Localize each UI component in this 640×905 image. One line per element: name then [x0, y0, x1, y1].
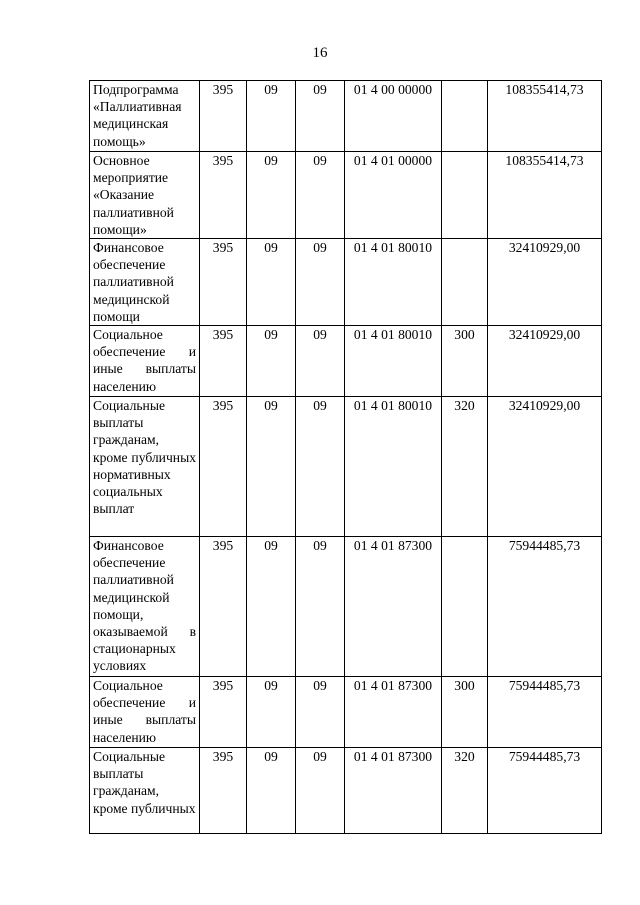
cell-target-item: 01 4 01 87300: [345, 677, 442, 748]
cell-amount: 32410929,00: [488, 239, 602, 326]
cell-amount: 108355414,73: [488, 81, 602, 152]
cell-name: Финансовое обеспечение паллиативной медицинской помощи, оказываемой в стационарных условиях: [90, 537, 200, 677]
table-row: [90, 81, 602, 152]
table-row: [90, 326, 602, 397]
cell-amount: 32410929,00: [488, 326, 602, 397]
cell-target-item: 01 4 01 87300: [345, 537, 442, 677]
cell-target-item: 01 4 01 87300: [345, 748, 442, 834]
cell-subsection: 09: [296, 677, 345, 748]
cell-admin-code: 395: [200, 239, 247, 326]
cell-admin-code: 395: [200, 677, 247, 748]
cell-section: 09: [247, 326, 296, 397]
cell-target-item: 01 4 01 80010: [345, 326, 442, 397]
cell-amount: 75944485,73: [488, 677, 602, 748]
table-row: [90, 239, 602, 326]
table-row: [90, 677, 602, 748]
cell-admin-code: 395: [200, 537, 247, 677]
cell-expense-type: [442, 239, 488, 326]
cell-name: Финансовое обеспечение паллиативной медицинской помощи: [90, 239, 200, 326]
cell-target-item: 01 4 01 80010: [345, 397, 442, 537]
cell-subsection: 09: [296, 326, 345, 397]
cell-section: 09: [247, 81, 296, 152]
page-number: 16: [312, 45, 328, 61]
cell-admin-code: 395: [200, 397, 247, 537]
cell-name: Социальные выплаты гражданам, кроме публичных: [90, 748, 200, 834]
cell-admin-code: 395: [200, 152, 247, 239]
cell-subsection: 09: [296, 239, 345, 326]
cell-expense-type: 300: [442, 326, 488, 397]
cell-target-item: 01 4 00 00000: [345, 81, 442, 152]
cell-subsection: 09: [296, 152, 345, 239]
cell-name: Социальное обеспечение и иные выплаты населению: [90, 677, 200, 748]
table-row: [90, 152, 602, 239]
cell-expense-type: [442, 152, 488, 239]
cell-expense-type: 320: [442, 748, 488, 834]
cell-section: 09: [247, 397, 296, 537]
cell-expense-type: 300: [442, 677, 488, 748]
cell-admin-code: 395: [200, 748, 247, 834]
cell-expense-type: [442, 537, 488, 677]
cell-section: 09: [247, 152, 296, 239]
cell-subsection: 09: [296, 748, 345, 834]
cell-target-item: 01 4 01 80010: [345, 239, 442, 326]
cell-name: Социальное обеспечение и иные выплаты населению: [90, 326, 200, 397]
cell-name: Основное мероприятие «Оказание паллиативной помощи»: [90, 152, 200, 239]
budget-table: [89, 80, 602, 834]
cell-target-item: 01 4 01 00000: [345, 152, 442, 239]
cell-name: Социальные выплаты гражданам, кроме публичных нормативных социальных выплат: [90, 397, 200, 537]
table-row: [90, 397, 602, 537]
cell-section: 09: [247, 677, 296, 748]
cell-amount: 32410929,00: [488, 397, 602, 537]
cell-subsection: 09: [296, 537, 345, 677]
table-row: [90, 537, 602, 677]
cell-subsection: 09: [296, 81, 345, 152]
cell-name: Подпрограмма «Паллиативная медицинская помощь»: [90, 81, 200, 152]
cell-admin-code: 395: [200, 81, 247, 152]
table-row: [90, 748, 602, 834]
cell-amount: 75944485,73: [488, 748, 602, 834]
cell-section: 09: [247, 537, 296, 677]
cell-expense-type: 320: [442, 397, 488, 537]
cell-amount: 108355414,73: [488, 152, 602, 239]
cell-amount: 75944485,73: [488, 537, 602, 677]
budget-table-body: [90, 81, 602, 834]
cell-expense-type: [442, 81, 488, 152]
cell-subsection: 09: [296, 397, 345, 537]
cell-section: 09: [247, 239, 296, 326]
cell-section: 09: [247, 748, 296, 834]
cell-admin-code: 395: [200, 326, 247, 397]
